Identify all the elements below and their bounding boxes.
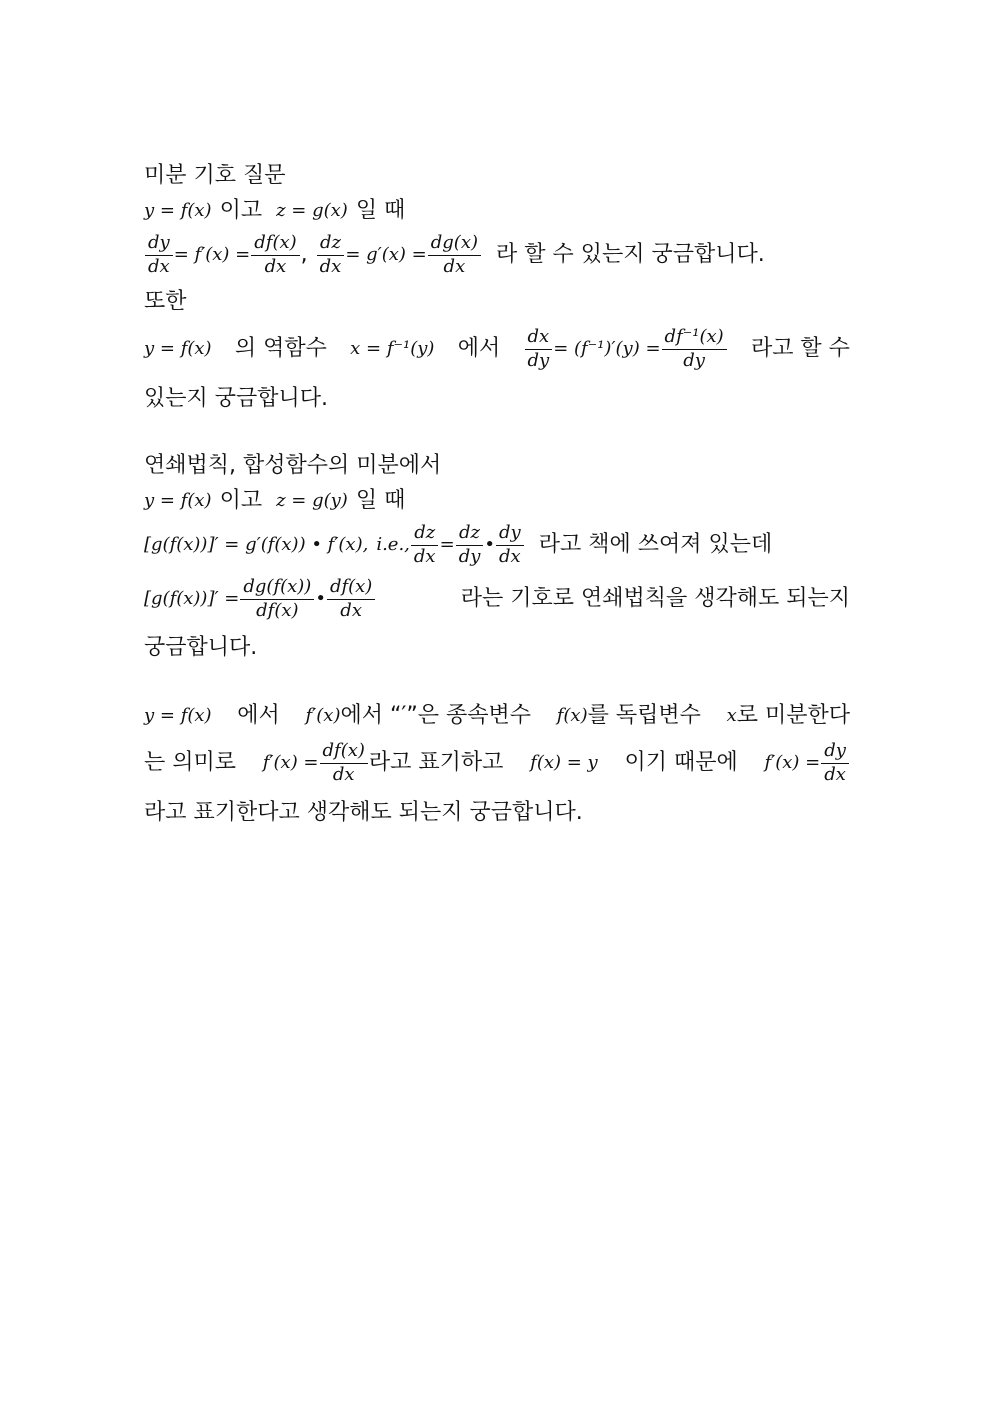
- math-y-eq-fx: y = f(x): [144, 199, 212, 221]
- numerator: df(x): [327, 578, 375, 600]
- fraction-dy-dx: [821, 739, 849, 785]
- chain-rule-leibniz: [144, 575, 376, 621]
- math-y-eq-fx: y = f(x): [144, 489, 212, 511]
- numerator: dg(f(x)): [240, 578, 314, 600]
- numerator: dy: [145, 234, 173, 256]
- text-question: 라고 표기한다고 생각해도 되는지 궁금합니다.: [144, 800, 583, 825]
- math-z-eq-gy: z = g(y): [276, 489, 348, 511]
- fraction-dfx-dx: [320, 739, 368, 785]
- denominator: dx: [443, 255, 466, 277]
- inverse-derivative-expression: [524, 325, 728, 371]
- x-differentiate: [727, 705, 850, 727]
- s2-line2: [144, 483, 852, 518]
- math-eq-fprime: = f′(x) =: [173, 244, 251, 265]
- comma: ,: [300, 242, 308, 267]
- math-fx: f(x): [556, 705, 588, 726]
- text-prime-dependent: 에서 “′”은 종속변수: [340, 703, 532, 728]
- math-y-eq-fx: y = f(x): [144, 705, 212, 726]
- text-book-says: 라고 책에 쓰여져 있는데: [538, 532, 773, 557]
- s1-line2: [144, 193, 852, 228]
- math-chain-rule: [g(f(x))]′ = g′(f(x)) • f′(x),: [144, 534, 369, 555]
- text-chain-rule-question: 라는 기호로 연쇄법칙을 생각해도 되는지: [460, 586, 850, 611]
- fraction-dfx-dx: [327, 575, 375, 621]
- denominator: dy: [527, 349, 550, 371]
- math-dot: •: [484, 534, 496, 555]
- denominator: dy: [458, 545, 481, 567]
- math-z-eq-gx: z = g(x): [276, 199, 348, 221]
- math-eq-finv-prime: = (f⁻¹)′(y) =: [553, 338, 661, 359]
- section2-title-text: 연쇄법칙, 합성함수의 미분에서: [144, 452, 442, 478]
- s1-line6: [144, 376, 852, 422]
- text-ttohan: 또한: [144, 289, 187, 314]
- s3-line3: [144, 790, 852, 836]
- denominator: dx: [264, 255, 287, 277]
- math-fprime-eq: f′(x) =: [262, 752, 319, 773]
- notation-dy-dx: [764, 739, 850, 785]
- denominator: dx: [148, 255, 170, 277]
- text-rago-hal-su: 라고 할 수: [750, 336, 850, 361]
- denominator: dx: [332, 763, 355, 785]
- text-il-ttae: 일 때: [355, 487, 406, 513]
- math-x: x: [726, 705, 737, 726]
- math-dot: •: [315, 588, 326, 609]
- text-question: 궁금합니다.: [144, 635, 258, 660]
- numerator: dy: [496, 524, 524, 546]
- numerator: dz: [317, 234, 344, 256]
- denominator: dy: [683, 349, 705, 371]
- s1-line5: [144, 322, 850, 376]
- text-eseo: 에서: [457, 336, 501, 361]
- s1-line3: [144, 228, 852, 282]
- text-notation: 라고 표기하고: [368, 750, 504, 775]
- text-because: 이기 때문에: [624, 750, 738, 775]
- fraction-dy-dx: [145, 231, 173, 277]
- text-il-ttae: 일 때: [355, 197, 406, 223]
- math-composite-derivative: [g(f(x))]′ =: [144, 588, 240, 609]
- fraction-dgx-dx: [428, 231, 481, 277]
- text-igo: 이고: [219, 197, 263, 223]
- denominator: dx: [413, 545, 436, 567]
- fraction-dfx-dx: [251, 231, 299, 277]
- prime-meaning: [306, 705, 532, 727]
- math-x-eq-finv-y: x = f⁻¹(y): [350, 338, 435, 359]
- math-y-eq-fx: y = f(x): [144, 338, 212, 359]
- numerator: df(x): [320, 742, 368, 764]
- notation-fprime: [262, 739, 504, 785]
- text-differentiate: 로 미분한다: [736, 703, 850, 728]
- text-question: 라 할 수 있는지 궁금합니다.: [496, 242, 765, 267]
- s2-line5: [144, 626, 852, 670]
- s2-line4: [144, 572, 850, 626]
- section2-title: [144, 448, 852, 483]
- numerator: dz: [456, 524, 483, 546]
- numerator: df⁻¹(x): [662, 328, 727, 350]
- text-independent-variable: 를 독립변수: [587, 703, 701, 728]
- math-fx-eq-y: f(x) = y: [530, 752, 598, 773]
- text-eseo: 에서: [237, 703, 280, 728]
- s3-line1: [144, 696, 850, 736]
- math-ie: i.e.,: [376, 534, 410, 555]
- math-equals: =: [439, 534, 455, 555]
- math-eq-gprime: = g′(x) =: [345, 244, 427, 265]
- section1-title-text: 미분 기호 질문: [144, 162, 286, 188]
- fraction-dy-dx: [496, 521, 524, 567]
- denominator: dx: [499, 545, 521, 567]
- text-igo: 이고: [219, 487, 263, 513]
- numerator: dx: [525, 328, 553, 350]
- fraction-dz-dy: [456, 521, 484, 567]
- math-fprime-eq: f′(x) =: [764, 752, 821, 773]
- denominator: df(x): [256, 599, 299, 621]
- denominator: dx: [340, 599, 362, 621]
- fraction-dx-dy: [525, 325, 553, 371]
- numerator: dg(x): [428, 234, 481, 256]
- text-inverse-function: 의 역함수: [234, 336, 327, 361]
- numerator: dz: [411, 524, 438, 546]
- s3-line2: [144, 736, 850, 790]
- numerator: dy: [821, 742, 849, 764]
- s1-line4: [144, 282, 852, 322]
- fraction-dfinv-dy: [662, 325, 727, 371]
- text-meaning: 는 의미로: [144, 750, 237, 775]
- math-fprime-x: f′(x): [305, 705, 341, 726]
- document-body: [144, 158, 852, 836]
- numerator: df(x): [251, 234, 299, 256]
- text-question: 있는지 궁금합니다.: [144, 386, 329, 411]
- fraction-dz-dx: [317, 231, 345, 277]
- denominator: dx: [824, 763, 846, 785]
- denominator: dx: [319, 255, 342, 277]
- fraction-dgfx-dfx: [240, 575, 314, 621]
- fraction-dz-dx: [411, 521, 439, 567]
- fx-independent: [557, 705, 701, 727]
- section1-title: [144, 158, 852, 193]
- s2-line3: [144, 518, 852, 572]
